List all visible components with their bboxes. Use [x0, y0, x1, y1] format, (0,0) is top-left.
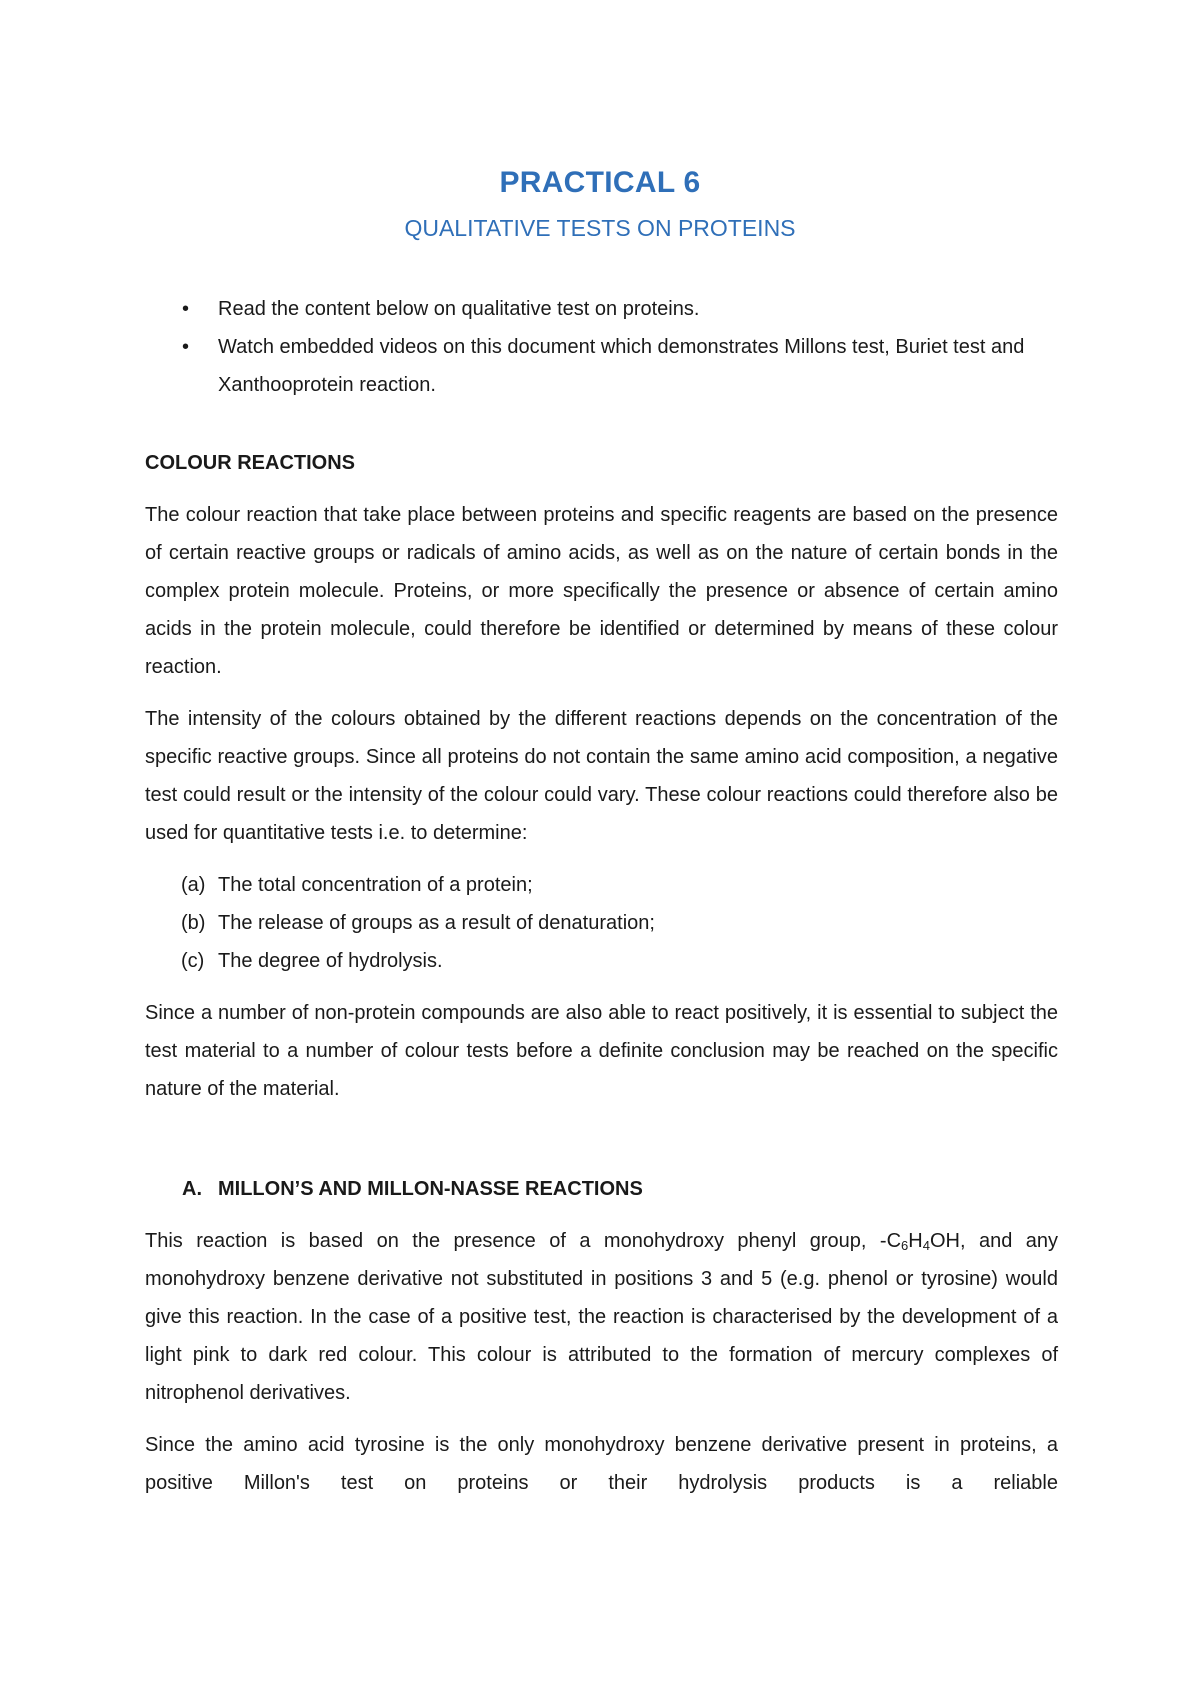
- determination-list: [145, 866, 1058, 980]
- determination-item: [145, 942, 1058, 980]
- bullet-icon: •: [182, 336, 190, 358]
- determination-item: [145, 866, 1058, 904]
- colour-reactions-heading: COLOUR REACTIONS: [145, 452, 355, 474]
- document-body: [145, 290, 1058, 1516]
- instruction-text: Watch embedded videos on this document which demonstrates Millons test, Buriet test and Xanthooprotein reaction.: [218, 336, 1025, 396]
- determination-item: [145, 904, 1058, 942]
- subscript-4: 4: [922, 1238, 930, 1253]
- section-title: MILLON’S AND MILLON-NASSE REACTIONS: [218, 1178, 643, 1200]
- bullet-icon: •: [182, 298, 190, 320]
- section-a-heading: [145, 1170, 1058, 1208]
- list-marker: (a): [181, 874, 206, 896]
- millon-text-end: OH, and any monohydroxy benzene derivative not substituted in positions 3 and 5 (e.g. phenol or tyrosine) would give this reaction. In the case of a positive test, the reaction is characterised by the development of a light pink to dark red colour. This colour is attributed to the formation of mercury complexes of nitrophenol derivatives.: [145, 1230, 1058, 1404]
- instruction-item: [145, 328, 1058, 404]
- subscript-6: 6: [901, 1238, 909, 1253]
- section-label: A.: [182, 1178, 202, 1200]
- instruction-item: [145, 290, 1058, 328]
- list-marker: (c): [181, 950, 205, 972]
- colour-reactions-paragraph-2: The intensity of the colours obtained by the different reactions depends on the concentration of the specific reactive groups. Since all proteins do not contain the same amino acid composition, a negative test could result or the intensity of the colour could vary. These colour reactions could therefore also be used for quantitative tests i.e. to determine:: [145, 708, 1058, 844]
- millon-text-start: This reaction is based on the presence of a monohydroxy phenyl group, -C: [145, 1230, 902, 1252]
- colour-reactions-paragraph-1: The colour reaction that take place between proteins and specific reagents are based on the presence of certain reactive groups or radicals of amino acids, as well as on the nature of certain bonds in the complex protein molecule. Proteins, or more specifically the presence or absence of certain amino acids in the protein molecule, could therefore be identified or determined by means of these colour reaction.: [145, 504, 1058, 678]
- millon-text-h: H: [908, 1230, 923, 1252]
- list-item-text: The degree of hydrolysis.: [218, 950, 443, 972]
- instruction-text: Read the content below on qualitative test on proteins.: [218, 298, 700, 320]
- millon-paragraph-2: Since the amino acid tyrosine is the only monohydroxy benzene derivative present in proteins, a positive Millon's test on proteins or their hydrolysis products is a reliable: [145, 1434, 1058, 1494]
- list-marker: (b): [181, 912, 206, 934]
- page-subtitle: QUALITATIVE TESTS ON PROTEINS: [404, 215, 796, 241]
- instruction-list: [145, 290, 1058, 404]
- list-item-text: The release of groups as a result of denaturation;: [218, 912, 655, 934]
- millon-paragraph-1: [145, 1222, 1058, 1412]
- page-title: PRACTICAL 6: [499, 166, 701, 199]
- list-item-text: The total concentration of a protein;: [218, 874, 533, 896]
- colour-reactions-paragraph-3: Since a number of non-protein compounds are also able to react positively, it is essential to subject the test material to a number of colour tests before a definite conclusion may be reached on the specific nature of the material.: [145, 1002, 1058, 1100]
